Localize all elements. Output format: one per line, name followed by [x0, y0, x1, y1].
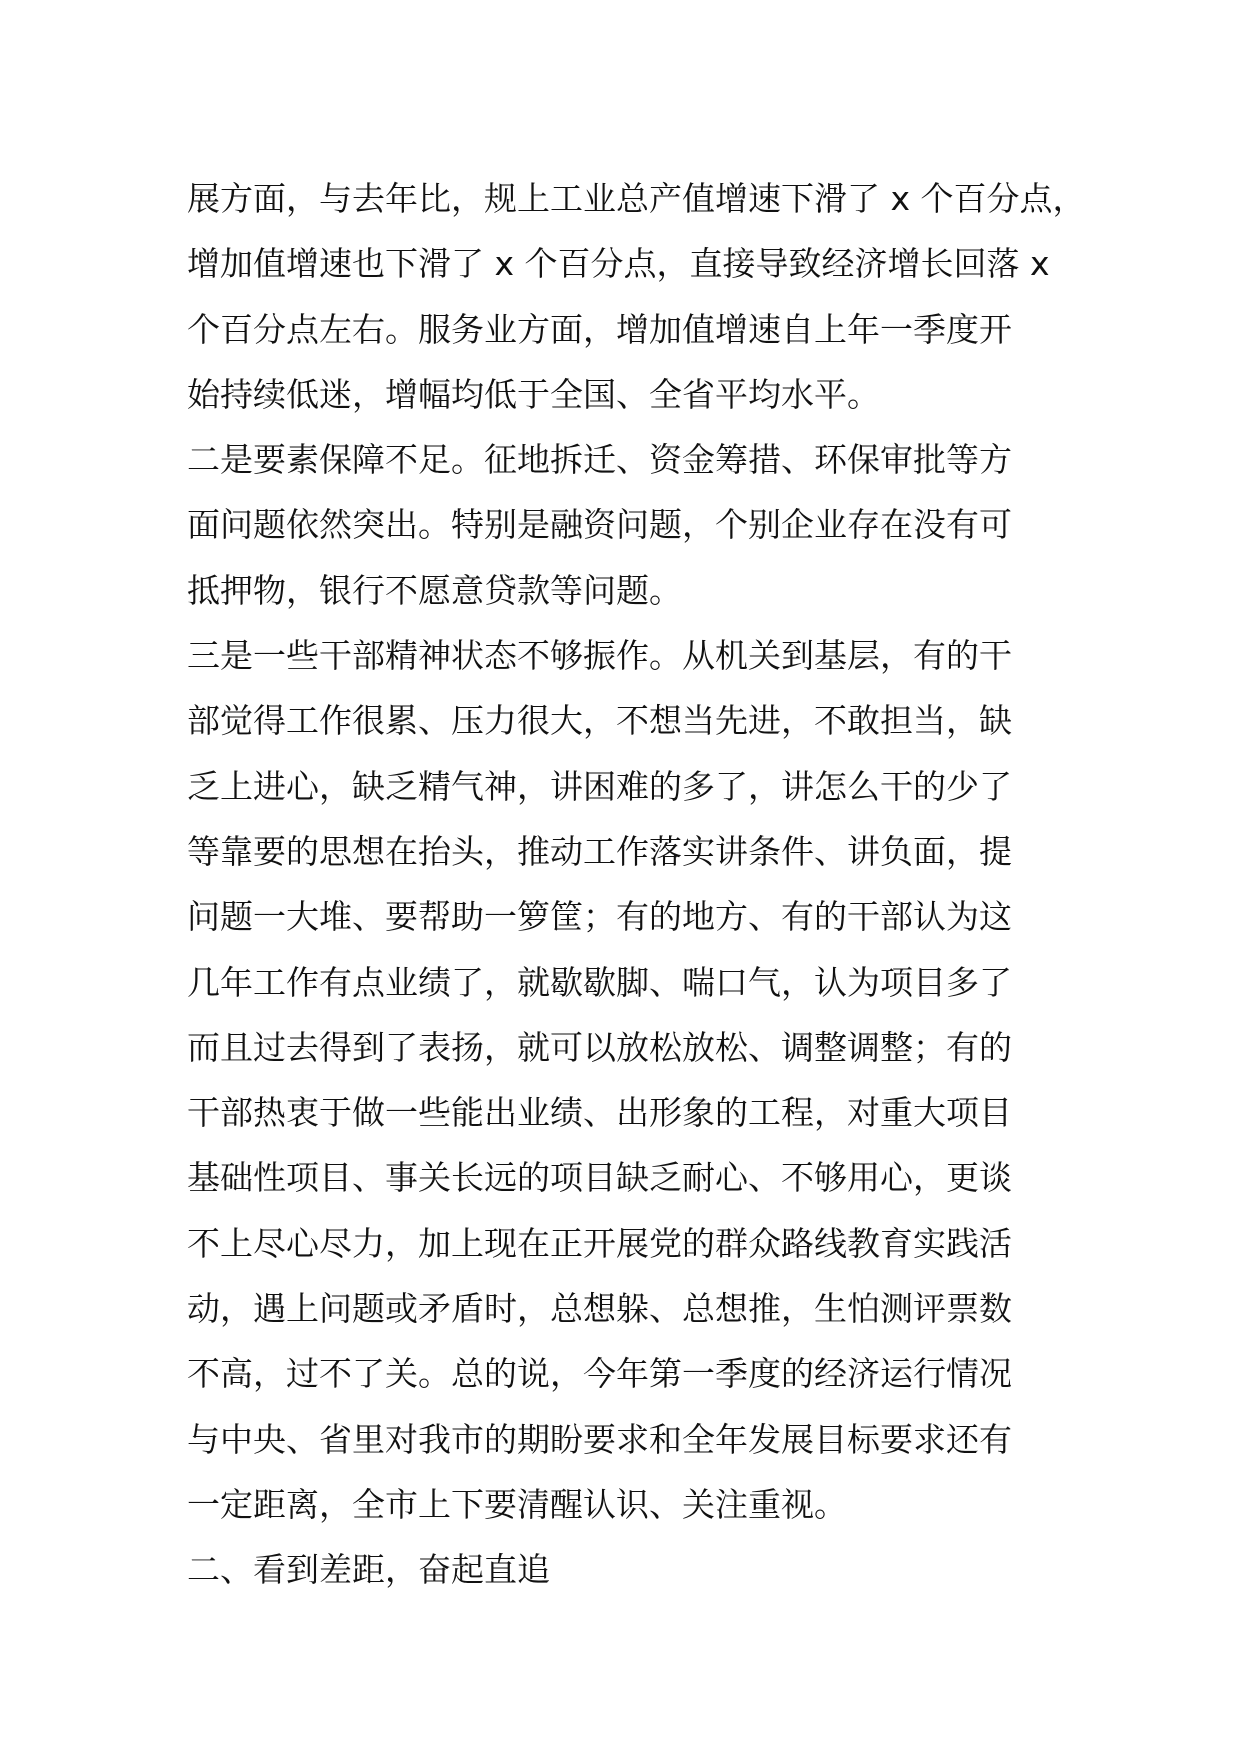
text-line: 不高，过不了关。总的说，今年第一季度的经济运行情况 — [187, 1354, 1012, 1394]
text-line: 抵押物，银行不愿意贷款等问题。 — [187, 570, 682, 610]
text-line: 面问题依然突出。特别是融资问题，个别企业存在没有可 — [187, 505, 1012, 545]
paragraph-industry-services — [187, 166, 1086, 427]
text-line: 基础性项目、事关长远的项目缺乏耐心、不够用心，更谈 — [187, 1158, 1012, 1198]
section-heading: 二、看到差距，奋起直追 — [187, 1550, 550, 1590]
text-line: 问题一大堆、要帮助一箩筐；有的地方、有的干部认为这 — [187, 897, 1012, 937]
text-line: 二是要素保障不足。征地拆迁、资金筹措、环保审批等方 — [187, 440, 1012, 480]
text-line: 始持续低迷，增幅均低于全国、全省平均水平。 — [187, 374, 880, 414]
text-line: 不上尽心尽力，加上现在正开展党的群众路线教育实践活 — [187, 1223, 1012, 1263]
text-line: 乏上进心，缺乏精气神，讲困难的多了，讲怎么干的少了 — [187, 766, 1012, 806]
text-line: 动，遇上问题或矛盾时，总想躲、总想推，生怕测评票数 — [187, 1289, 1012, 1329]
text-line: 与中央、省里对我市的期盼要求和全年发展目标要求还有 — [187, 1419, 1012, 1459]
text-line: 个百分点左右。服务业方面，增加值增速自上年一季度开 — [187, 309, 1012, 349]
text-line: 部觉得工作很累、压力很大，不想当先进，不敢担当，缺 — [187, 701, 1012, 741]
text-line: 干部热衷于做一些能出业绩、出形象的工程，对重大项目 — [187, 1093, 1012, 1133]
section-heading-gap — [187, 1537, 1077, 1602]
text-line: 等靠要的思想在抬头，推动工作落实讲条件、讲负面，提 — [187, 831, 1012, 871]
paragraph-factor-support — [187, 427, 1077, 623]
document-body — [187, 166, 1086, 1603]
text-line: 而且过去得到了表扬，就可以放松放松、调整调整；有的 — [187, 1027, 1012, 1067]
text-line: 展方面，与去年比，规上工业总产值增速下滑了 x 个百分点， — [187, 179, 1086, 218]
text-line: 几年工作有点业绩了，就歇歇脚、喘口气，认为项目多了 — [187, 962, 1012, 1002]
text-line: 一定距离，全市上下要清醒认识、关注重视。 — [187, 1484, 847, 1524]
text-line: 增加值增速也下滑了 x 个百分点，直接导致经济增长回落 x — [187, 244, 1050, 284]
text-line: 三是一些干部精神状态不够振作。从机关到基层，有的干 — [187, 636, 1012, 676]
paragraph-cadre-spirit — [187, 623, 1077, 1537]
